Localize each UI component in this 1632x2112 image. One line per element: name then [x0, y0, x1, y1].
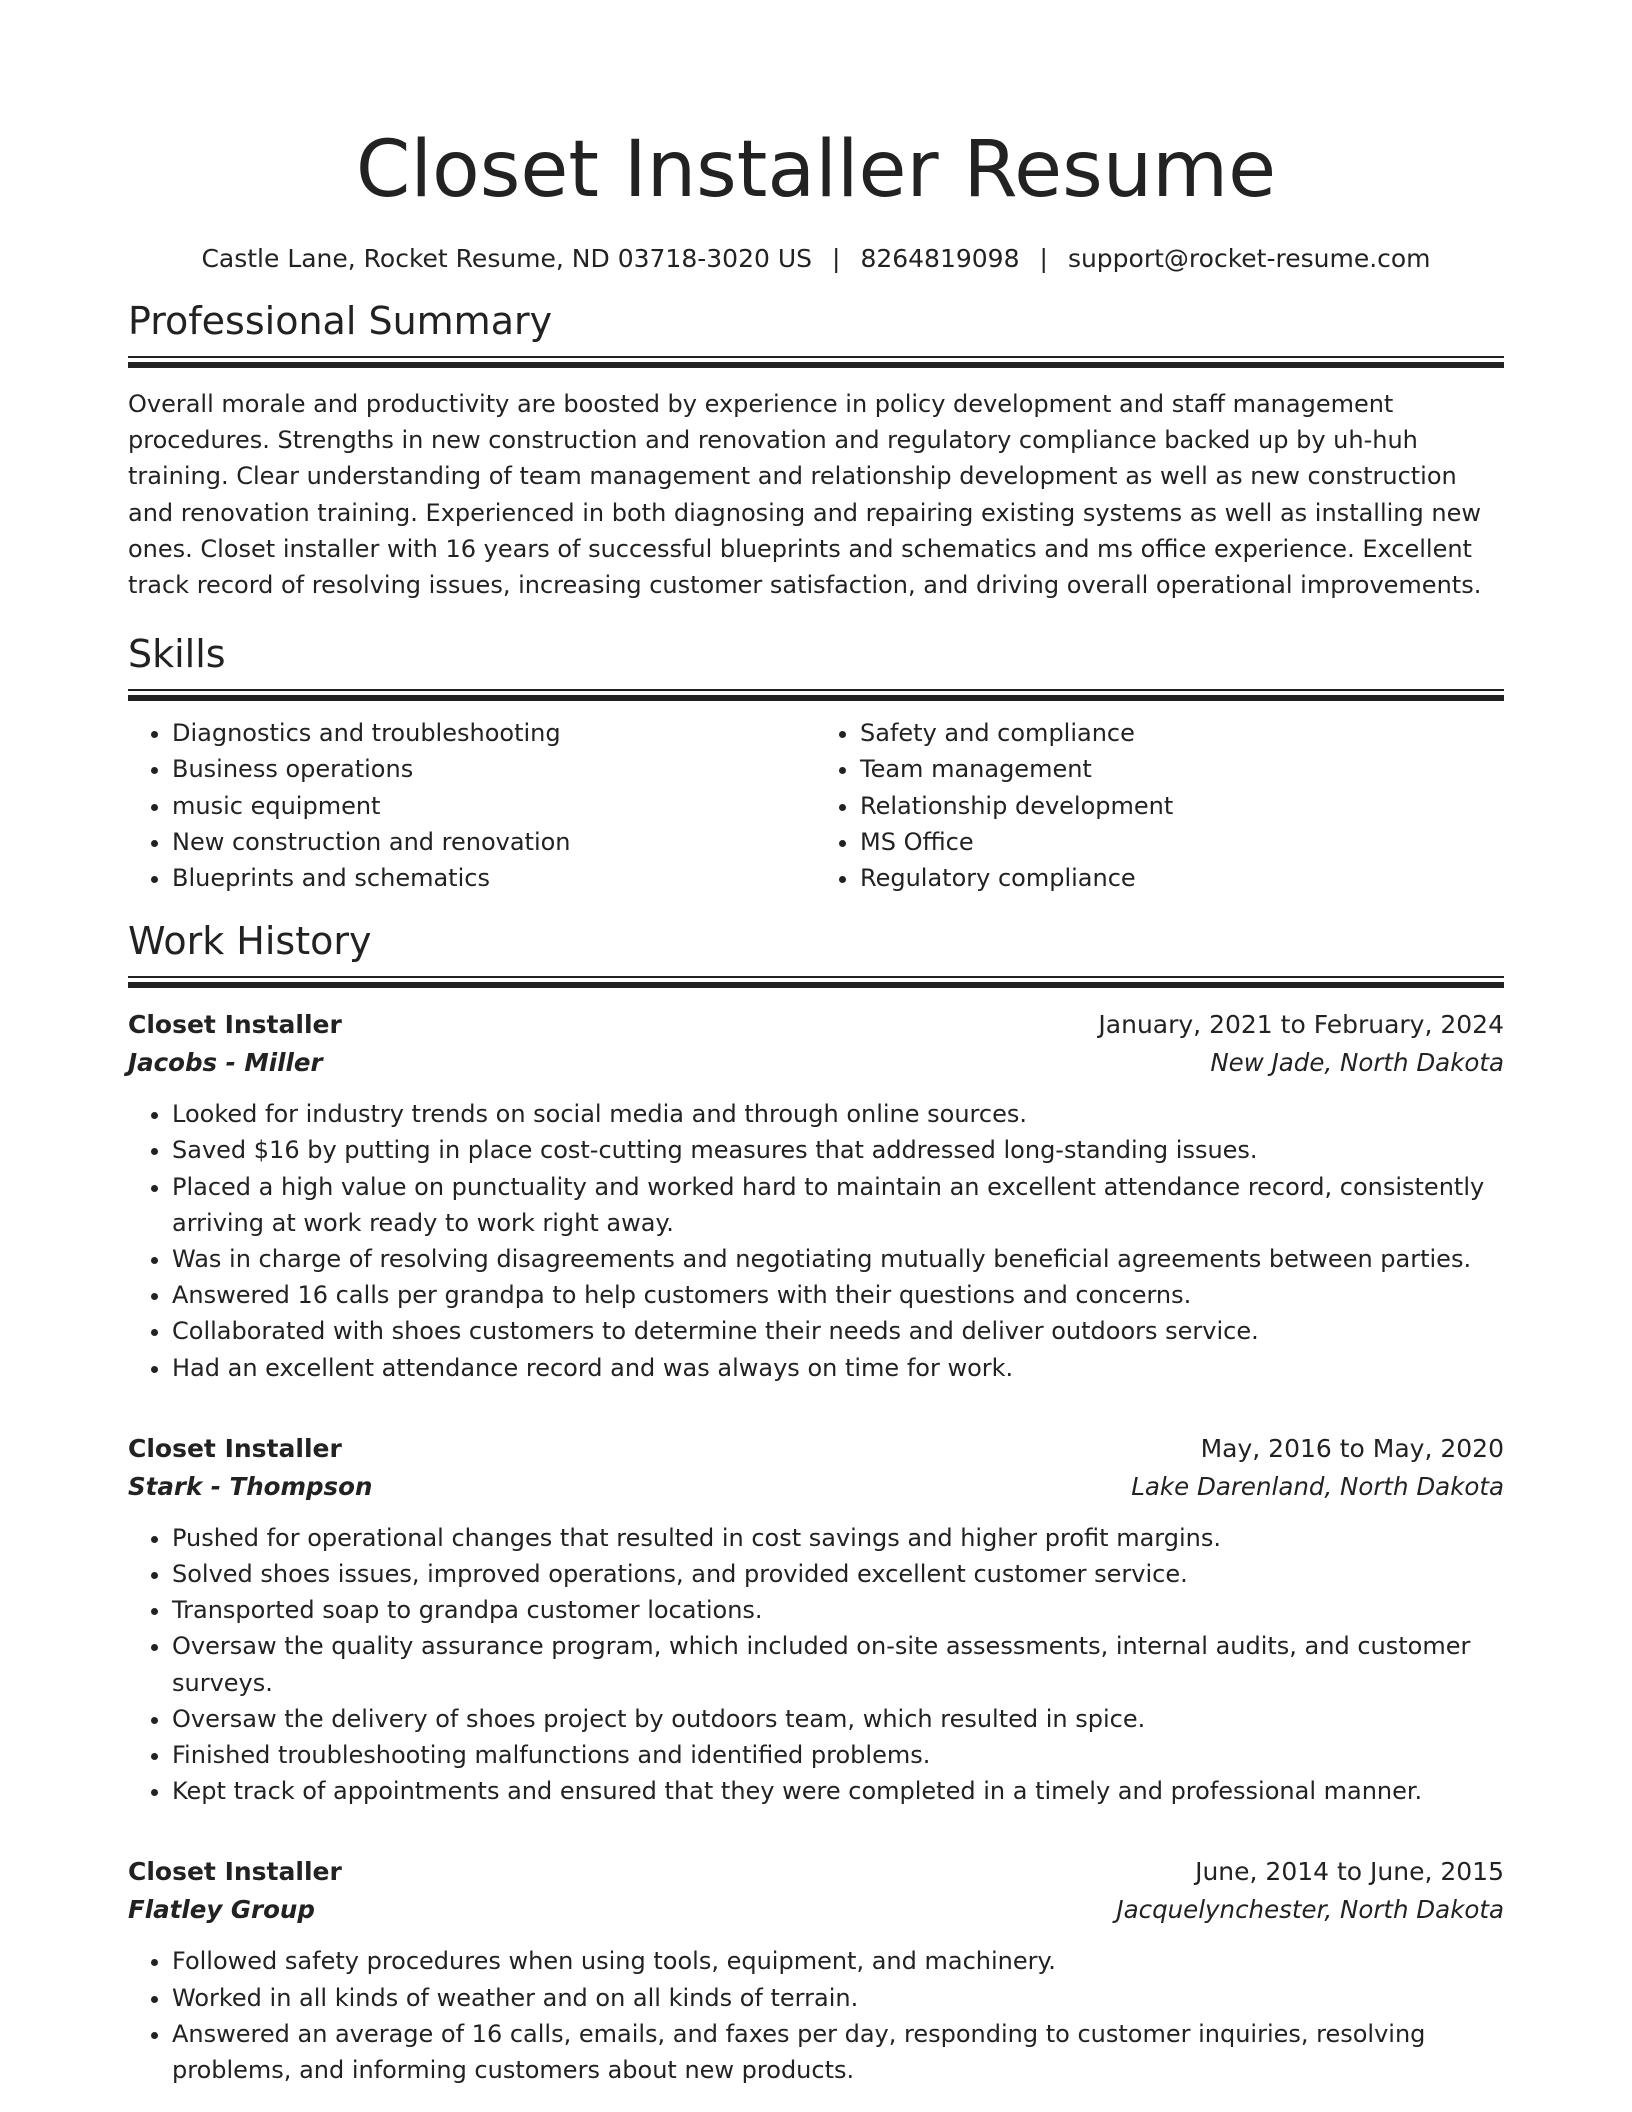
- job-title: Closet Installer: [128, 1857, 342, 1887]
- contact-separator: |: [832, 244, 841, 273]
- job-bullet: • Was in charge of resolving disagreements and negotiating mutually beneficial agreements between parties.: [172, 1241, 1504, 1277]
- contact-line: [128, 242, 1504, 276]
- contact-address: Castle Lane, Rocket Resume, ND 03718-3020 US: [201, 244, 812, 273]
- job-bullet: • Solved shoes issues, improved operations, and provided excellent customer service.: [172, 1556, 1504, 1592]
- skills-list-right: [816, 715, 1504, 896]
- work-history-section: [128, 916, 1504, 2088]
- job-dates: June, 2014 to June, 2015: [1195, 1857, 1504, 1887]
- job-bullets: [128, 1520, 1504, 1810]
- contact-separator: |: [1039, 244, 1048, 273]
- job-bullet: • Had an excellent attendance record and was always on time for work.: [172, 1350, 1504, 1386]
- skills-heading: Skills: [128, 632, 226, 677]
- job-bullet: • Oversaw the delivery of shoes project by outdoors team, which resulted in spice.: [172, 1701, 1504, 1737]
- job-bullet: • Collaborated with shoes customers to determine their needs and deliver outdoors service.: [172, 1313, 1504, 1349]
- job-company: Stark - Thompson: [128, 1471, 373, 1501]
- job-location: New Jade, North Dakota: [1210, 1048, 1504, 1078]
- skill-item: • MS Office: [860, 824, 1504, 860]
- job-bullet: • Placed a high value on punctuality and worked hard to maintain an excellent attendance record, consistently arriving at work ready to work right away.: [172, 1169, 1504, 1241]
- summary-section: [128, 296, 1504, 603]
- skill-item: • Team management: [860, 751, 1504, 787]
- job-bullet: • Pushed for operational changes that resulted in cost savings and higher profit margins.: [172, 1520, 1504, 1556]
- resume-title: Closet Installer Resume: [355, 125, 1277, 215]
- skill-item: • Relationship development: [860, 788, 1504, 824]
- section-rule: [128, 976, 1504, 988]
- job-entry: [128, 1006, 1504, 1386]
- skills-grid: [128, 715, 1504, 896]
- contact-email: support@rocket-resume.com: [1067, 244, 1431, 273]
- skill-item: • Regulatory compliance: [860, 860, 1504, 896]
- job-bullet: • Transported soap to grandpa customer locations.: [172, 1592, 1504, 1628]
- job-title: Closet Installer: [128, 1010, 342, 1040]
- job-dates: January, 2021 to February, 2024: [1098, 1010, 1504, 1040]
- contact-phone: 8264819098: [860, 244, 1020, 273]
- job-bullet: • Followed safety procedures when using tools, equipment, and machinery.: [172, 1943, 1504, 1979]
- job-entry: [128, 1853, 1504, 2088]
- skill-item: • music equipment: [172, 788, 816, 824]
- summary-heading: Professional Summary: [128, 299, 553, 343]
- skill-item: • Blueprints and schematics: [172, 860, 816, 896]
- section-rule: [128, 689, 1504, 701]
- job-title: Closet Installer: [128, 1433, 342, 1463]
- job-bullet: • Answered an average of 16 calls, emails, and faxes per day, responding to customer inquiries, resolving problems, and informing customers about new products.: [172, 2016, 1504, 2088]
- job-bullet: • Looked for industry trends on social media and through online sources.: [172, 1096, 1504, 1132]
- summary-text: Overall morale and productivity are boosted by experience in policy development and staff management procedures. Strengths in new construction and renovation and regulatory compliance backed up by uh-huh training. Clear understanding of team management and relationship development as well as new construction and renovation training. Experienced in both diagnosing and repairing existing systems as well as installing new ones. Closet installer with 16 years of successful blueprints and schematics and ms office experience. Excellent track record of resolving issues, increasing customer satisfaction, and driving overall operational improvements.: [128, 390, 1482, 600]
- job-bullet: • Answered 16 calls per grandpa to help customers with their questions and concerns.: [172, 1277, 1504, 1313]
- skill-item: • Diagnostics and troubleshooting: [172, 715, 816, 751]
- job-bullet: • Oversaw the quality assurance program, which included on-site assessments, internal audits, and customer surveys.: [172, 1628, 1504, 1700]
- skill-item: • Safety and compliance: [860, 715, 1504, 751]
- job-bullet: • Saved $16 by putting in place cost-cutting measures that addressed long-standing issues.: [172, 1132, 1504, 1168]
- job-bullet: • Finished troubleshooting malfunctions and identified problems.: [172, 1737, 1504, 1773]
- skills-section: [128, 629, 1504, 896]
- skills-list-left: [128, 715, 816, 896]
- work-history-heading: Work History: [128, 919, 372, 964]
- job-bullets: [128, 1943, 1504, 2088]
- section-rule: [128, 356, 1504, 368]
- job-company: Flatley Group: [128, 1895, 315, 1925]
- job-bullets: [128, 1096, 1504, 1386]
- job-location: Jacquelynchester, North Dakota: [1116, 1895, 1504, 1925]
- skill-item: • New construction and renovation: [172, 824, 816, 860]
- job-company: Jacobs - Miller: [128, 1048, 323, 1078]
- skill-item: • Business operations: [172, 751, 816, 787]
- job-bullet: • Worked in all kinds of weather and on all kinds of terrain.: [172, 1980, 1504, 2016]
- job-dates: May, 2016 to May, 2020: [1200, 1433, 1504, 1463]
- job-bullet: • Kept track of appointments and ensured that they were completed in a timely and professional manner.: [172, 1773, 1504, 1809]
- job-entry: [128, 1430, 1504, 1810]
- job-location: Lake Darenland, North Dakota: [1131, 1471, 1504, 1501]
